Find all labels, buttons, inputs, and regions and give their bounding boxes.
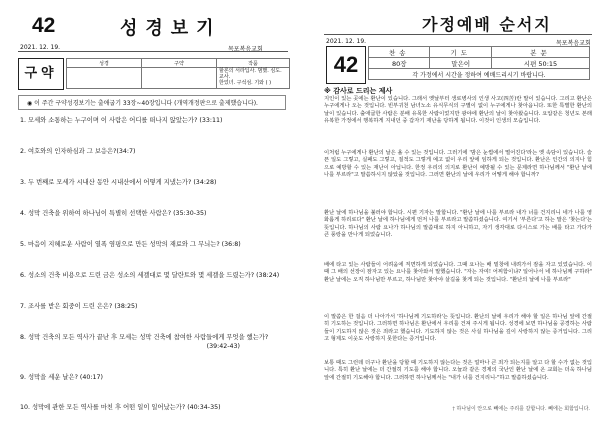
table-header: 기도 — [430, 47, 491, 58]
date: 2021. 12. 19. — [20, 44, 61, 51]
date: 2021. 12. 19. — [326, 38, 367, 45]
worship-order-table — [368, 46, 590, 80]
issue-number: 42 — [32, 14, 56, 37]
reading-table — [66, 58, 290, 89]
table-cell: 할론의 서라딥사. 범했. 심도. 교사. 한었녀. 구석섬. 기와 ( ) — [217, 68, 290, 89]
question: 1. 모세와 소통하는 누구이며 이 사람은 어디를 떠나지 않았는가? (33:11) — [20, 117, 223, 124]
page-title: 가정예배 순서지 — [422, 15, 552, 34]
intro-box: ◉ 이 주간 구약성경보기는 출애굽기 33장~40장입니다 (개역개정판으로 출제했습니다). — [18, 95, 286, 110]
family-worship-page — [304, 0, 600, 424]
sermon-paragraph: 이 말씀은 한 걸음 더 나아가서 '하나님께 기도하라'는 뜻입니다. 환난의 날에 우리가 해야 할 일은 하나님 앞에 간절히 기도하는 것입니다. 그러하면 하나님은 환난에서 우리를 건져 주시게 됩니다. 성경에 보면 하나님을 공경하는 사람들이 기도하지 않은 것은 죄라고 했습니다. 기도하지 않는 것은 사실 하나님을 깊이 사랑하지 않는 증거입니다. 그리고 형제도 이웃도 사랑하지 못한다는 증거입니다. — [324, 314, 592, 342]
sermon-paragraph: 환난 날에 하나님을 불러야 합니다. 시편 기자는 말합니다. "환난 날에 나를 부르라 내가 너를 건지리니 네가 나를 영화롭게 하리로다" 환난 날에 하나님에게 먼저 나를 부르라고 말씀하셨습니다. 여기서 '부른다'고 하는 말은 '찾는다'는 뜻입니다. 하나님의 사람 요나가 하나님의 말씀대로 하지 아니하고, 자기 생각대로 다시스로 가는 배를 타고 가다가 큰 풍랑을 만나게 되었습니다. — [324, 210, 592, 238]
footer-verse: † 하나님이 안으로 뻬에는 주리를 갈합니다. 뻬에는 회함입니다. — [452, 406, 590, 412]
question: 7. 조사를 받은 회중이 드린 은은? (38:25) — [20, 303, 138, 310]
sermon-paragraph: 지인이 있는 곳에는 환난이 있습니다. 그래서 옛날부터 생로병사의 인생 사고(四苦)란 말이 있습니다. 그리고 환난은 누구에게나 오는 것입니다. 빈부귀천 남녀노소 유식무식의 구별이 없이 누구에게나 찾아옵니다. 또한 특별한 환난의 날이 있습니다. 출애굽한 사람은 분배 유목한 사람이었지만 광야에 환난의 날이 찾아왔습니다. 요압같은 청년도 본래 유복한 가정에서 행복하게 지내던 중 갑자기 재난을 당하게 됩니다. 이것이 인생의 모습입니다. — [324, 96, 592, 124]
table-header: 찬송 — [369, 47, 430, 58]
question: 2. 여호와의 인자하심과 그 보응은?(34:7) — [20, 148, 136, 155]
hymn-cell: 80장 — [369, 58, 430, 69]
table-header: 구약 — [142, 59, 217, 68]
church-name: 목포복음교회 — [228, 46, 263, 53]
table-header: 성경 — [67, 59, 142, 68]
divider — [18, 51, 288, 52]
sermon-paragraph: 보통 때도 그런데 더구나 환난을 당할 때 기도하지 않는다는 것은 얼마나 큰 죄가 되는지를 알고 다 할 수가 없는 것입니다. 특히 환난 날에는 더 간절히 기도를 해야 합니다. 오늘과 같은 경제의 국난인 환난 날에 온 교회는 더욱 하나님 앞에 간절히 기도해야 합니다. 그러하면 하나님께서는 "내가 너를 건지리니-"하고 말씀하셨습니다. — [324, 360, 592, 381]
question: 4. 성막 건축을 위하여 하나님이 특별히 선택한 사람은? (35:30-35) — [20, 210, 207, 217]
table-cell — [67, 68, 142, 89]
question: 8. 성막 건축의 모든 역사가 끝난 후 모세는 성막 건축에 참여한 사람들에게 무엇을 했는가? — [20, 334, 269, 341]
question: 9. 성막을 세운 날은? (40:17) — [20, 374, 103, 381]
issue-number: 42 — [326, 46, 366, 84]
question: 5. 마음이 지혜로운 사람이 열폭 염핑으로 만든 성막의 재료와 그 무늬는? (36:8) — [20, 241, 241, 248]
page-title: 성경보기 — [120, 18, 222, 39]
sermon-paragraph: 이처럼 누구에게나 환난의 날은 올 수 있는 것입니다. 그러기에 '밤은 눈썹에서 떨어진다'라는 옛 속담이 있습니다. 슬픈 일도 그렇고, 실패도 그렇고, 질적도 그렇게 예고 없이 우리 앞에 임하게 되는 것입니다. 환난은 인간의 의지나 힘으로 예방할 수 있는 재난이 아닙니다. 한정 우리의 의지로 환난이 예방될 수 있는 문제라면 하나님께서 "환난 날에 나를 부르라"고 말씀하시지 않았을 것입니다. 그러면 환난의 날에 우리가 어떻게 해야 합니까? — [324, 150, 592, 178]
question-reference: (39:42-43) — [206, 343, 240, 350]
question: 6. 성소의 건축 비용으로 드린 금은 성소의 세겔대로 몇 달란트와 몇 세겔을 드렸는가? (38:24) — [20, 272, 280, 279]
worship-note: 각 가정에서 시간을 정하여 예배드리시기 바랍니다. — [369, 69, 590, 80]
table-cell — [142, 68, 217, 89]
church-name: 목포복음교회 — [556, 40, 591, 47]
scripture-cell: 시편 50:15 — [491, 58, 589, 69]
sermon-title: ※ 감사로 드리는 제사 — [324, 87, 393, 95]
table-header: 작품 — [217, 59, 290, 68]
sermon-paragraph: 배에 타고 있는 사람들이 어려움에 직면하게 되었습니다. 그때 요나는 배 밑창에 내려가서 잠을 자고 있었습니다. 이때 그 배의 선장이 잠자고 있는 요나를 찾아와서 말했습니다. "자는 자여! 어찌함이냐? 일어나서 네 하나님께 구하라" 환난 날에는 오직 하나님만 부르고, 하나님만 찾아야 살길을 찾게 되는 것입니다. "환난의 날에 나를 부르라" — [324, 262, 592, 283]
question: 3. 두 번째로 모세가 시내산 동안 시내산에서 어떻게 지냈는가? (34:28) — [20, 179, 217, 186]
question: 10. 성막에 관한 모든 역사를 마친 후 어떤 일이 일어났는가? (40:34-35) — [20, 404, 221, 411]
testament-label: 구약 — [18, 58, 64, 90]
table-header: 본문 — [491, 47, 589, 58]
prayer-cell: 말은이 — [430, 58, 491, 69]
divider — [324, 34, 592, 35]
